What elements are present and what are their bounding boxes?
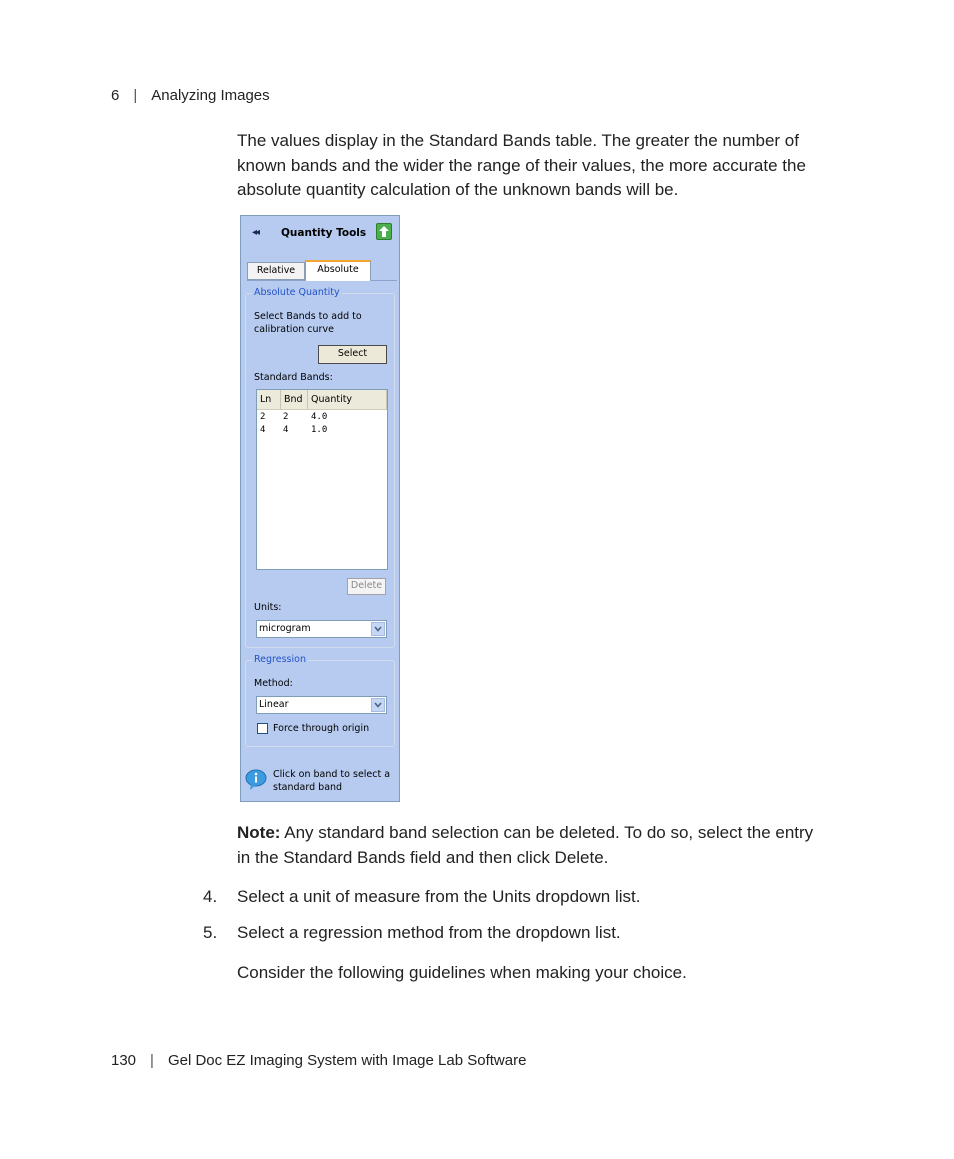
instruction-line-2: calibration curve	[254, 324, 334, 335]
chevron-down-icon[interactable]	[371, 698, 385, 712]
step-number: 4.	[203, 887, 218, 906]
info-bubble-icon	[245, 769, 267, 791]
cell-ln: 4	[260, 425, 266, 435]
absolute-quantity-label: Absolute Quantity	[254, 287, 340, 298]
column-header-quantity[interactable]: Quantity	[308, 390, 387, 409]
step-text: Select a unit of measure from the Units dropdown list.	[237, 887, 641, 906]
up-arrow-icon[interactable]	[376, 223, 392, 240]
intro-paragraph: The values display in the Standard Bands table. The greater the number of known bands and the wider the range of their values, the more accurate the absolute quantity calculation of the unknown bands will be.	[237, 131, 806, 199]
page-footer	[111, 1052, 526, 1069]
force-origin-label[interactable]: Force through origin	[273, 723, 370, 734]
units-select[interactable]	[256, 620, 387, 638]
header-section: Analyzing Images	[151, 87, 270, 104]
step-text: Select a regression method from the dropdown list.	[237, 923, 621, 942]
hint-line-1: Click on band to select a	[273, 769, 391, 780]
instruction-line-1: Select Bands to add to	[254, 311, 362, 322]
units-value: microgram	[259, 623, 311, 634]
regression-group	[245, 654, 395, 747]
method-value: Linear	[259, 699, 289, 710]
tab-relative[interactable]: Relative	[247, 262, 305, 280]
footer-separator: |	[150, 1052, 154, 1069]
column-header-bnd[interactable]: Bnd	[281, 390, 308, 409]
quantity-tools-panel	[240, 215, 400, 802]
select-button[interactable]: Select	[318, 345, 387, 364]
cell-bnd: 2	[283, 412, 289, 422]
header-page-number: 6	[111, 87, 120, 104]
cell-ln: 2	[260, 412, 266, 422]
cell-bnd: 4	[283, 425, 289, 435]
step-number: 5.	[203, 923, 218, 942]
method-label: Method:	[254, 678, 293, 689]
collapse-arrows-icon[interactable]: ◂◂	[252, 227, 259, 238]
column-header-ln[interactable]: Ln	[257, 390, 281, 409]
footer-page-number: 130	[111, 1052, 137, 1069]
regression-label: Regression	[254, 654, 306, 665]
hint-text	[273, 768, 390, 794]
page-header	[111, 87, 270, 104]
standard-bands-label: Standard Bands:	[254, 372, 333, 383]
header-separator: |	[133, 87, 138, 104]
table-header	[257, 390, 387, 410]
cell-quantity: 4.0	[311, 412, 328, 422]
absolute-quantity-group	[245, 287, 395, 648]
standard-bands-table[interactable]	[256, 389, 388, 570]
hint-line-2: standard band	[273, 782, 343, 793]
consider-paragraph: Consider the following guidelines when making your choice.	[237, 963, 687, 982]
note-text: Any standard band selection can be deleted. To do so, select the entry in the Standard Bands field and then click Delete.	[237, 823, 814, 867]
table-row[interactable]	[257, 411, 387, 424]
note-paragraph	[237, 821, 827, 870]
delete-button[interactable]: Delete	[347, 578, 386, 595]
method-select[interactable]	[256, 696, 387, 714]
units-label: Units:	[254, 602, 282, 613]
footer-title: Gel Doc EZ Imaging System with Image Lab Software	[167, 1052, 527, 1069]
tab-strip	[247, 260, 397, 281]
list-item	[203, 923, 621, 943]
select-instruction	[254, 310, 362, 336]
panel-title: Quantity Tools	[281, 227, 367, 239]
table-row[interactable]	[257, 424, 387, 437]
cell-quantity: 1.0	[311, 425, 328, 435]
force-origin-checkbox[interactable]	[257, 723, 268, 734]
list-item	[203, 887, 640, 907]
tab-absolute[interactable]: Absolute	[305, 260, 371, 281]
note-label: Note:	[237, 823, 281, 842]
chevron-down-icon[interactable]	[371, 622, 385, 636]
panel-title-bar	[241, 216, 399, 250]
